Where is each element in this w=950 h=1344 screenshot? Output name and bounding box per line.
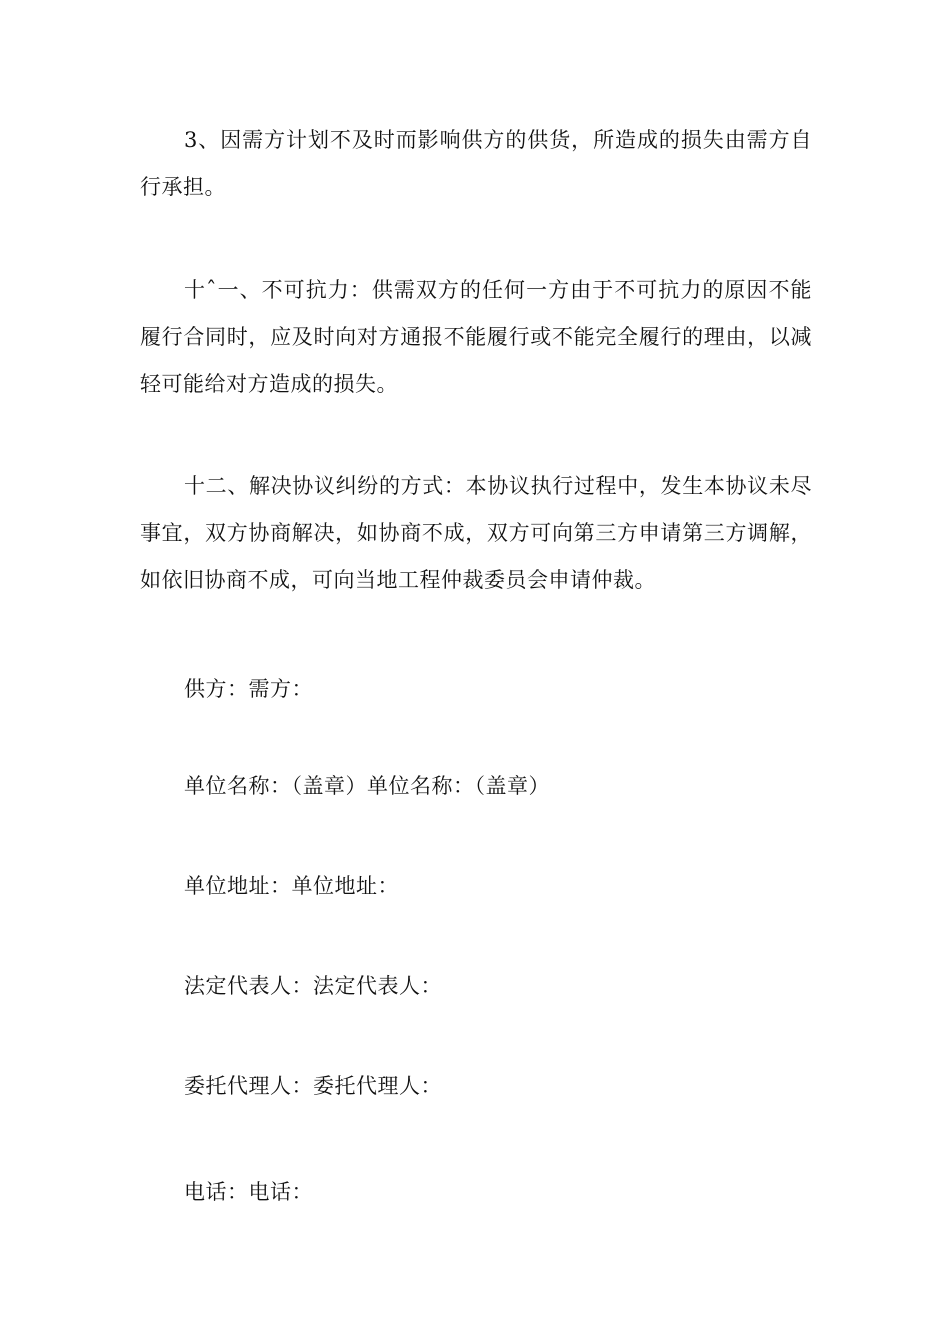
clause-paragraph-force-majeure: 十ˆ一、不可抗力：供需双方的任何一方由于不可抗力的原因不能履行合同时，应及时向对方通报不能履行或不能完全履行的理由，以减轻可能给对方造成的损失。 (140, 278, 812, 396)
clause-paragraph-dispute-resolution: 十二、解决协议纠纷的方式：本协议执行过程中，发生本协议未尽事宜，双方协商解决，如协商不成，双方可向第三方申请第三方调解，如依旧协商不成，可向当地工程仲裁委员会申请仲裁。 (140, 474, 812, 592)
signature-line-company-name: 单位名称：（盖章）单位名称：（盖章） (184, 774, 550, 798)
signature-line-authorized-agent: 委托代理人：委托代理人： (184, 1074, 442, 1098)
signature-line-legal-representative: 法定代表人：法定代表人： (184, 974, 442, 998)
signature-line-phone: 电话：电话： (184, 1180, 313, 1204)
signature-line-company-address: 单位地址：单位地址： (184, 874, 399, 898)
signature-line-parties: 供方：需方： (184, 677, 313, 701)
clause-paragraph-3: 3、因需方计划不及时而影响供方的供货，所造成的损失由需方自行承担。 (140, 128, 812, 199)
